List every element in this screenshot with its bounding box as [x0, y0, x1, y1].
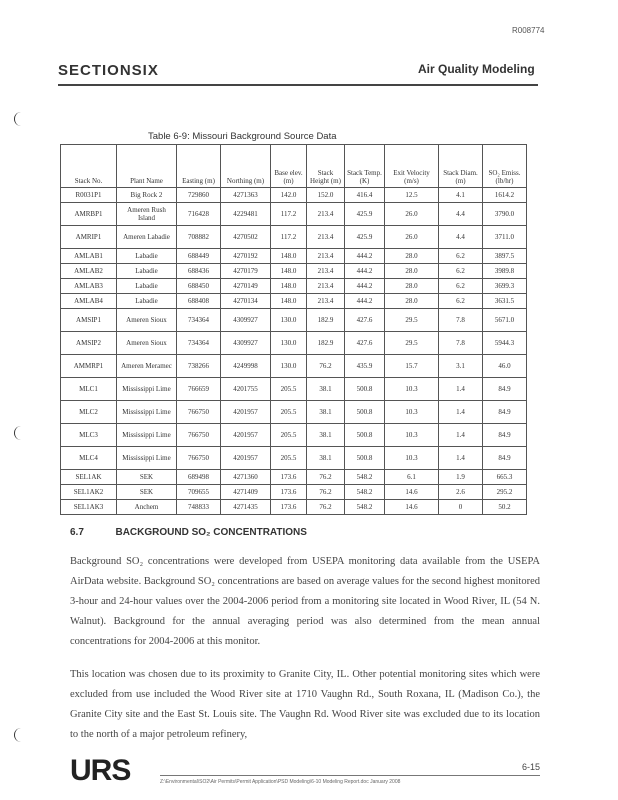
- table-row: [61, 188, 527, 203]
- column-header: SO₂ Emiss. (lb/hr): [483, 145, 527, 188]
- table-cell: 3699.3: [483, 279, 527, 294]
- table-cell: 4270149: [221, 279, 271, 294]
- table-cell: 38.1: [307, 447, 345, 470]
- table-cell: Labadie: [117, 294, 177, 309]
- table-cell: 4271363: [221, 188, 271, 203]
- table-cell: 444.2: [345, 279, 385, 294]
- table-cell: 15.7: [385, 355, 439, 378]
- table-cell: 28.0: [385, 279, 439, 294]
- table-cell: 7.8: [439, 332, 483, 355]
- table-cell: SEL1AK2: [61, 485, 117, 500]
- table-cell: Ameren Meramec: [117, 355, 177, 378]
- table-cell: 213.4: [307, 279, 345, 294]
- table-cell: AMLAB2: [61, 264, 117, 279]
- table-row: [61, 424, 527, 447]
- table-cell: 205.5: [271, 401, 307, 424]
- table-cell: Mississippi Lime: [117, 378, 177, 401]
- table-cell: 84.9: [483, 401, 527, 424]
- footer-file-path: Z:\Environmental\SO2\Air Permits\Permit Application\PSD Modeling\6-10 Modeling Report.doc January 2008: [160, 779, 401, 785]
- table-cell: 688450: [177, 279, 221, 294]
- column-header: Northing (m): [221, 145, 271, 188]
- table-cell: 7.8: [439, 309, 483, 332]
- section-number: 6.7: [70, 527, 84, 538]
- table-cell: Ameren Rush Island: [117, 203, 177, 226]
- table-cell: AMMRP1: [61, 355, 117, 378]
- table-cell: 766750: [177, 401, 221, 424]
- background-source-table: [60, 144, 527, 515]
- table-cell: 84.9: [483, 378, 527, 401]
- table-cell: 4.4: [439, 226, 483, 249]
- table-cell: 1.9: [439, 470, 483, 485]
- table-cell: 14.6: [385, 500, 439, 515]
- column-header: Plant Name: [117, 145, 177, 188]
- table-cell: 688408: [177, 294, 221, 309]
- table-cell: 205.5: [271, 424, 307, 447]
- table-cell: 3711.0: [483, 226, 527, 249]
- footer-rule: [160, 775, 540, 776]
- table-cell: 4270134: [221, 294, 271, 309]
- table-body: [61, 188, 527, 515]
- table-row: [61, 470, 527, 485]
- table-cell: 3631.5: [483, 294, 527, 309]
- table-cell: 1614.2: [483, 188, 527, 203]
- table-cell: 213.4: [307, 294, 345, 309]
- table-cell: 4309927: [221, 309, 271, 332]
- table-cell: Labadie: [117, 264, 177, 279]
- table-cell: 500.8: [345, 401, 385, 424]
- table-cell: MLC1: [61, 378, 117, 401]
- table-cell: 38.1: [307, 378, 345, 401]
- table-cell: 709655: [177, 485, 221, 500]
- table-cell: 4271360: [221, 470, 271, 485]
- table-cell: 688449: [177, 249, 221, 264]
- table-cell: 748833: [177, 500, 221, 515]
- table-cell: 10.3: [385, 424, 439, 447]
- column-header: Stack Diam. (m): [439, 145, 483, 188]
- table-row: [61, 332, 527, 355]
- table-cell: 26.0: [385, 226, 439, 249]
- table-cell: 1.4: [439, 378, 483, 401]
- table-cell: 4201957: [221, 401, 271, 424]
- table-cell: MLC4: [61, 447, 117, 470]
- table-cell: 2.6: [439, 485, 483, 500]
- table-cell: 3897.5: [483, 249, 527, 264]
- table-cell: 766750: [177, 424, 221, 447]
- header-right-title: Air Quality Modeling: [418, 62, 535, 76]
- page-number: 6-15: [522, 762, 541, 772]
- table-cell: 3.1: [439, 355, 483, 378]
- table-cell: 130.0: [271, 309, 307, 332]
- table-cell: 3989.8: [483, 264, 527, 279]
- table-cell: 76.2: [307, 500, 345, 515]
- table-row: [61, 485, 527, 500]
- table-cell: 28.0: [385, 294, 439, 309]
- table-cell: 12.5: [385, 188, 439, 203]
- table-cell: AMRBP1: [61, 203, 117, 226]
- table-cell: 173.6: [271, 500, 307, 515]
- table-cell: AMLAB3: [61, 279, 117, 294]
- table-cell: 427.6: [345, 309, 385, 332]
- table-cell: Mississippi Lime: [117, 424, 177, 447]
- table-cell: 76.2: [307, 485, 345, 500]
- section-heading: [70, 527, 307, 538]
- table-cell: 4.4: [439, 203, 483, 226]
- table-cell: 1.4: [439, 424, 483, 447]
- table-cell: MLC3: [61, 424, 117, 447]
- table-cell: 152.0: [307, 188, 345, 203]
- table-cell: 500.8: [345, 378, 385, 401]
- table-cell: 4270192: [221, 249, 271, 264]
- table-cell: 28.0: [385, 264, 439, 279]
- table-cell: 4271435: [221, 500, 271, 515]
- table-cell: 729860: [177, 188, 221, 203]
- table-cell: 4309927: [221, 332, 271, 355]
- table-cell: 716428: [177, 203, 221, 226]
- table-cell: Mississippi Lime: [117, 447, 177, 470]
- table-row: [61, 264, 527, 279]
- table-cell: AMLAB4: [61, 294, 117, 309]
- table-cell: 6.2: [439, 294, 483, 309]
- table-cell: 444.2: [345, 249, 385, 264]
- table-cell: 548.2: [345, 470, 385, 485]
- table-cell: 734364: [177, 309, 221, 332]
- table-row: [61, 294, 527, 309]
- table-row: [61, 203, 527, 226]
- table-cell: 425.9: [345, 226, 385, 249]
- table-cell: 6.2: [439, 279, 483, 294]
- table-cell: 766659: [177, 378, 221, 401]
- table-cell: Big Rock 2: [117, 188, 177, 203]
- table-cell: 4271409: [221, 485, 271, 500]
- table-cell: 38.1: [307, 424, 345, 447]
- table-cell: 689498: [177, 470, 221, 485]
- binder-hole-mark: [14, 728, 23, 742]
- column-header: Stack No.: [61, 145, 117, 188]
- table-cell: Ameren Sioux: [117, 309, 177, 332]
- table-cell: 425.9: [345, 203, 385, 226]
- table-cell: 213.4: [307, 249, 345, 264]
- table-cell: Anchem: [117, 500, 177, 515]
- table-cell: 76.2: [307, 355, 345, 378]
- table-cell: 28.0: [385, 249, 439, 264]
- table-cell: 4201957: [221, 424, 271, 447]
- body-paragraph: This location was chosen due to its proximity to Granite City, IL. Other potential monitoring sites which were excluded from use included the Wood River site at 1710 Vaughn Rd., South Roxana, IL (Madison Co.), the Granite City site and the East St. Louis site. The Vaughn Rd. Wood River site was excluded due to its location to the north of a major petroleum refinery,: [70, 669, 540, 740]
- table-cell: 738266: [177, 355, 221, 378]
- table-cell: 173.6: [271, 470, 307, 485]
- section-title: SECTIONSIX: [58, 62, 159, 79]
- table-cell: 427.6: [345, 332, 385, 355]
- binder-hole-mark: [14, 112, 23, 126]
- table-cell: 548.2: [345, 485, 385, 500]
- table-cell: 46.0: [483, 355, 527, 378]
- table-cell: MLC2: [61, 401, 117, 424]
- table-cell: 1.4: [439, 401, 483, 424]
- table-row: [61, 279, 527, 294]
- table-cell: 29.5: [385, 332, 439, 355]
- table-cell: 10.3: [385, 447, 439, 470]
- table-cell: 142.0: [271, 188, 307, 203]
- table-cell: 5944.3: [483, 332, 527, 355]
- table-cell: 435.9: [345, 355, 385, 378]
- urs-logo: URS: [70, 754, 131, 787]
- table-cell: 10.3: [385, 401, 439, 424]
- table-cell: 26.0: [385, 203, 439, 226]
- table-cell: 76.2: [307, 470, 345, 485]
- table-cell: Ameren Labadie: [117, 226, 177, 249]
- table-cell: 130.0: [271, 355, 307, 378]
- table-caption: Table 6-9: Missouri Background Source Data: [148, 131, 337, 142]
- header-rule: [58, 84, 538, 86]
- table-cell: 38.1: [307, 401, 345, 424]
- table-row: [61, 447, 527, 470]
- table-row: [61, 249, 527, 264]
- table-cell: 444.2: [345, 294, 385, 309]
- column-header: Easting (m): [177, 145, 221, 188]
- page-id: R008774: [512, 26, 545, 35]
- table-cell: AMSIP2: [61, 332, 117, 355]
- table-cell: 444.2: [345, 264, 385, 279]
- table-cell: 548.2: [345, 500, 385, 515]
- table-cell: 84.9: [483, 424, 527, 447]
- table-cell: 416.4: [345, 188, 385, 203]
- table-row: [61, 309, 527, 332]
- table-cell: 213.4: [307, 264, 345, 279]
- table-row: [61, 500, 527, 515]
- table-row: [61, 378, 527, 401]
- table-cell: 148.0: [271, 249, 307, 264]
- table-cell: 6.2: [439, 249, 483, 264]
- table-cell: R0031P1: [61, 188, 117, 203]
- table-cell: AMSIP1: [61, 309, 117, 332]
- table-cell: 4201957: [221, 447, 271, 470]
- column-header: Base elev. (m): [271, 145, 307, 188]
- table-cell: Ameren Sioux: [117, 332, 177, 355]
- section-heading-text: BACKGROUND SO₂ CONCENTRATIONS: [115, 527, 307, 538]
- table-cell: 117.2: [271, 226, 307, 249]
- table-cell: 4.1: [439, 188, 483, 203]
- table-cell: 500.8: [345, 447, 385, 470]
- table-cell: SEL1AK3: [61, 500, 117, 515]
- table-cell: 205.5: [271, 447, 307, 470]
- table-cell: 130.0: [271, 332, 307, 355]
- table-cell: 500.8: [345, 424, 385, 447]
- table-cell: AMLAB1: [61, 249, 117, 264]
- table-cell: SEK: [117, 470, 177, 485]
- column-header: Stack Height (m): [307, 145, 345, 188]
- table-cell: 734364: [177, 332, 221, 355]
- table-cell: 5671.0: [483, 309, 527, 332]
- table-cell: 295.2: [483, 485, 527, 500]
- table-cell: Labadie: [117, 279, 177, 294]
- table-cell: 84.9: [483, 447, 527, 470]
- table-cell: 4201755: [221, 378, 271, 401]
- table-row: [61, 226, 527, 249]
- table-cell: 213.4: [307, 203, 345, 226]
- table-cell: AMRIP1: [61, 226, 117, 249]
- table-cell: 50.2: [483, 500, 527, 515]
- table-row: [61, 401, 527, 424]
- table-cell: 1.4: [439, 447, 483, 470]
- table-cell: 708882: [177, 226, 221, 249]
- table-cell: 29.5: [385, 309, 439, 332]
- table-cell: Labadie: [117, 249, 177, 264]
- table-cell: 4270179: [221, 264, 271, 279]
- table-cell: 0: [439, 500, 483, 515]
- column-header: Stack Temp. (K): [345, 145, 385, 188]
- table-cell: 10.3: [385, 378, 439, 401]
- table-cell: 182.9: [307, 332, 345, 355]
- table-cell: 665.3: [483, 470, 527, 485]
- table-cell: SEL1AK: [61, 470, 117, 485]
- table-cell: 213.4: [307, 226, 345, 249]
- table-cell: Mississippi Lime: [117, 401, 177, 424]
- table-cell: 3790.0: [483, 203, 527, 226]
- table-cell: 182.9: [307, 309, 345, 332]
- table-cell: 148.0: [271, 294, 307, 309]
- table-cell: 766750: [177, 447, 221, 470]
- table-cell: 148.0: [271, 264, 307, 279]
- table-cell: 6.1: [385, 470, 439, 485]
- table-cell: 117.2: [271, 203, 307, 226]
- table-cell: 688436: [177, 264, 221, 279]
- table-cell: 4229481: [221, 203, 271, 226]
- table-cell: 205.5: [271, 378, 307, 401]
- column-header: Exit Velocity (m/s): [385, 145, 439, 188]
- table-cell: 4270502: [221, 226, 271, 249]
- table-cell: 14.6: [385, 485, 439, 500]
- table-header-row: [61, 145, 527, 188]
- body-paragraph: Background SO₂ concentrations were developed from USEPA monitoring data available from the USEPA AirData website. Background SO₂ concentrations are based on average values for the second highest monitored 3-hour and 24-hour values over the 2004-2006 period from a monitoring site located in Wood River, IL (54 N. Walnut). Background for the annual averaging period was also determined from the mean annual concentrations for 2004-2006 at this monitor.: [70, 556, 540, 647]
- table-cell: 148.0: [271, 279, 307, 294]
- table-cell: 4249998: [221, 355, 271, 378]
- table-cell: 173.6: [271, 485, 307, 500]
- table-cell: SEK: [117, 485, 177, 500]
- table-row: [61, 355, 527, 378]
- binder-hole-mark: [14, 426, 23, 440]
- table-cell: 6.2: [439, 264, 483, 279]
